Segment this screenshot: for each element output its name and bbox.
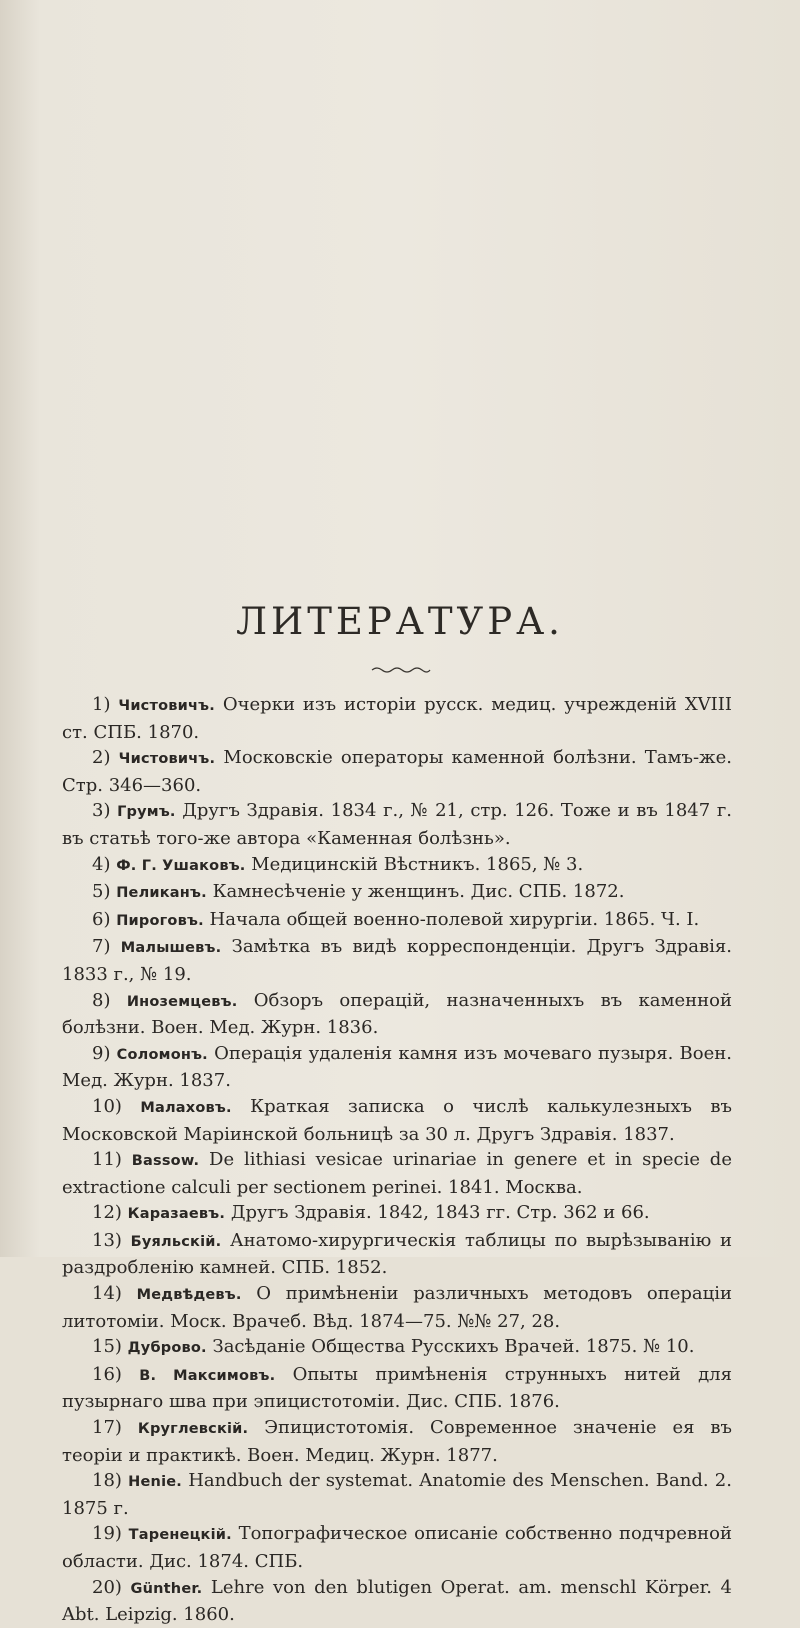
reference-item: 13) Буяльскій. Анатомо-хирургическія таблицы по вырѣзыванію и раздробленію камней. СПБ. 1852. <box>62 1229 732 1279</box>
reference-item: 6) Пироговъ. Начала общей военно-полевой хирургіи. 1865. Ч. I. <box>92 908 700 930</box>
reference-author: Чистовичъ. <box>118 751 216 768</box>
reference-author: Малышевъ. <box>120 940 222 957</box>
reference-text: О примѣненіи различныхъ методовъ операціи литотоміи. Моск. Врачеб. Вѣд. 1874—75. №№ 27, 28. <box>62 1283 732 1332</box>
reference-author: Пеликанъ. <box>116 885 207 902</box>
reference-text: Начала общей военно-полевой хирургіи. 1865. Ч. I. <box>209 908 700 930</box>
reference-author: Грумъ. <box>117 804 176 821</box>
reference-author: Таренецкій. <box>128 1527 232 1544</box>
reference-text: Анатомо-хирургическія таблицы по вырѣзыванію и раздробленію камней. СПБ. 1852. <box>62 1229 732 1279</box>
reference-author: Медвѣдевъ. <box>136 1287 242 1304</box>
reference-text: Замѣтка въ видѣ корреспонденціи. Другъ Здравія. 1833 г., № 19. <box>62 936 732 985</box>
reference-item: 7) Малышевъ. Замѣтка въ видѣ корреспонденціи. Другъ Здравія. 1833 г., № 19. <box>62 936 732 985</box>
reference-author: Дуброво. <box>127 1340 207 1357</box>
reference-author: Соломонъ. <box>116 1046 208 1063</box>
reference-text: Другъ Здравія. 1834 г., № 21, стр. 126. Тоже и въ 1847 г. въ статьѣ того-же автора «Каменная болѣзнь». <box>62 800 732 849</box>
reference-item: 12) Каразаевъ. Другъ Здравія. 1842, 1843 гг. Стр. 362 и 66. <box>92 1202 650 1224</box>
reference-author: Henie. <box>128 1474 182 1491</box>
reference-author: В. Максимовъ. <box>139 1367 276 1384</box>
reference-text: Эпицистотомія. Современное значеніе ея въ теоріи и практикѣ. Воен. Медиц. Журн. 1877. <box>62 1417 732 1466</box>
reference-author: Bassow. <box>131 1153 200 1170</box>
reference-item: 20) Günther. Lehre von den blutigen Operat. am. menschl Körper. 4 Abt. Leipzig. 1860. <box>62 1576 732 1626</box>
reference-item: 9) Соломонъ. Операція удаленія камня изъ мочеваго пузыря. Воен. Мед. Журн. 1837. <box>62 1042 732 1092</box>
reference-item: 17) Круглевскій. Эпицистотомія. Современное значеніе ея въ теоріи и практикѣ. Воен. Медиц. Журн. 1877. <box>62 1417 732 1466</box>
reference-author: Круглевскій. <box>137 1421 249 1438</box>
reference-item: 5) Пеликанъ. Камнесѣченіе у женщинъ. Дис. СПБ. 1872. <box>92 881 625 903</box>
reference-list <box>62 692 732 1628</box>
reference-item: 18) Henie. Handbuch der systemat. Anatomie des Menschen. Band. 2. 1875 г. <box>62 1470 732 1519</box>
reference-author: Малаховъ. <box>140 1099 232 1116</box>
reference-text: Краткая записка о числѣ калькулезныхъ въ Московской Маріинской больницѣ за 30 л. Другъ Здравія. 1837. <box>62 1095 732 1145</box>
reference-item: 3) Грумъ. Другъ Здравія. 1834 г., № 21, стр. 126. Тоже и въ 1847 г. въ статьѣ того-же автора «Каменная болѣзнь». <box>62 800 732 849</box>
reference-author: Каразаевъ. <box>127 1206 226 1223</box>
reference-item: 15) Дуброво. Засѣданіе Общества Русскихъ Врачей. 1875. № 10. <box>92 1336 695 1358</box>
reference-text: Засѣданіе Общества Русскихъ Врачей. 1875. № 10. <box>212 1336 695 1358</box>
reference-item: 14) Медвѣдевъ. О примѣненіи различныхъ методовъ операціи литотоміи. Моск. Врачеб. Вѣд. 1874—75. №№ 27, 28. <box>62 1283 732 1332</box>
reference-text: Lehre von den blutigen Operat. am. menschl Körper. 4 Abt. Leipzig. 1860. <box>62 1576 732 1626</box>
reference-text: Очерки изъ исторіи русск. медиц. учрежденій XVIII ст. СПБ. 1870. <box>62 694 732 743</box>
title-ornament <box>370 665 432 675</box>
reference-text: Обзоръ операцій, назначенныхъ въ каменной болѣзни. Воен. Мед. Журн. 1836. <box>62 989 732 1039</box>
reference-author: Пироговъ. <box>116 912 204 929</box>
reference-item: 19) Таренецкій. Топографическое описаніе собственно подчревной области. Дис. 1874. СПБ. <box>62 1523 732 1572</box>
reference-item: 8) Иноземцевъ. Обзоръ операцій, назначенныхъ въ каменной болѣзни. Воен. Мед. Журн. 1836. <box>62 989 732 1039</box>
reference-text: Handbuch der systemat. Anatomie des Menschen. Band. 2. 1875 г. <box>62 1470 732 1519</box>
reference-item: 10) Малаховъ. Краткая записка о числѣ калькулезныхъ въ Московской Маріинской больницѣ за 30 л. Другъ Здравія. 1837. <box>62 1095 732 1145</box>
reference-text: Операція удаленія камня изъ мочеваго пузыря. Воен. Мед. Журн. 1837. <box>62 1042 732 1092</box>
reference-text: Медицинскій Вѣстникъ. 1865, № 3. <box>251 853 584 875</box>
page-title: ЛИТЕРАТУРА. <box>236 600 564 643</box>
reference-text: Камнесѣченіе у женщинъ. Дис. СПБ. 1872. <box>212 881 625 903</box>
reference-item: 16) В. Максимовъ. Опыты примѣненія струнныхъ нитей для пузырнаго шва при эпицистотоміи. Дис. СПБ. 1876. <box>62 1363 732 1413</box>
reference-author: Günther. <box>130 1580 203 1597</box>
reference-author: Буяльскій. <box>130 1233 222 1250</box>
reference-text: Опыты примѣненія струнныхъ нитей для пузырнаго шва при эпицистотоміи. Дис. СПБ. 1876. <box>62 1363 732 1413</box>
reference-item: 1) Чистовичъ. Очерки изъ исторіи русск. медиц. учрежденій XVIII ст. СПБ. 1870. <box>62 694 732 743</box>
reference-item: 4) Ф. Г. Ушаковъ. Медицинскій Вѣстникъ. 1865, № 3. <box>92 853 584 875</box>
reference-author: Ф. Г. Ушаковъ. <box>116 857 246 874</box>
reference-author: Чистовичъ. <box>118 698 215 714</box>
reference-text: Другъ Здравія. 1842, 1843 гг. Стр. 362 и 66. <box>230 1202 650 1224</box>
reference-text: Топографическое описаніе собственно подчревной области. Дис. 1874. СПБ. <box>62 1523 732 1572</box>
reference-item: 11) Bassow. De lithiasi vesicae urinariae in genere et in specie de extractione calculi per sectionem perinei. 1841. Москва. <box>62 1149 732 1198</box>
reference-text: De lithiasi vesicae urinariae in genere et in specie de extractione calculi per sectionem perinei. 1841. Москва. <box>62 1149 732 1198</box>
reference-text: Московскіе операторы каменной болѣзни. Тамъ-же. Стр. 346—360. <box>62 747 732 796</box>
reference-author: Иноземцевъ. <box>126 993 238 1010</box>
reference-item: 2) Чистовичъ. Московскіе операторы каменной болѣзни. Тамъ-же. Стр. 346—360. <box>62 747 732 796</box>
